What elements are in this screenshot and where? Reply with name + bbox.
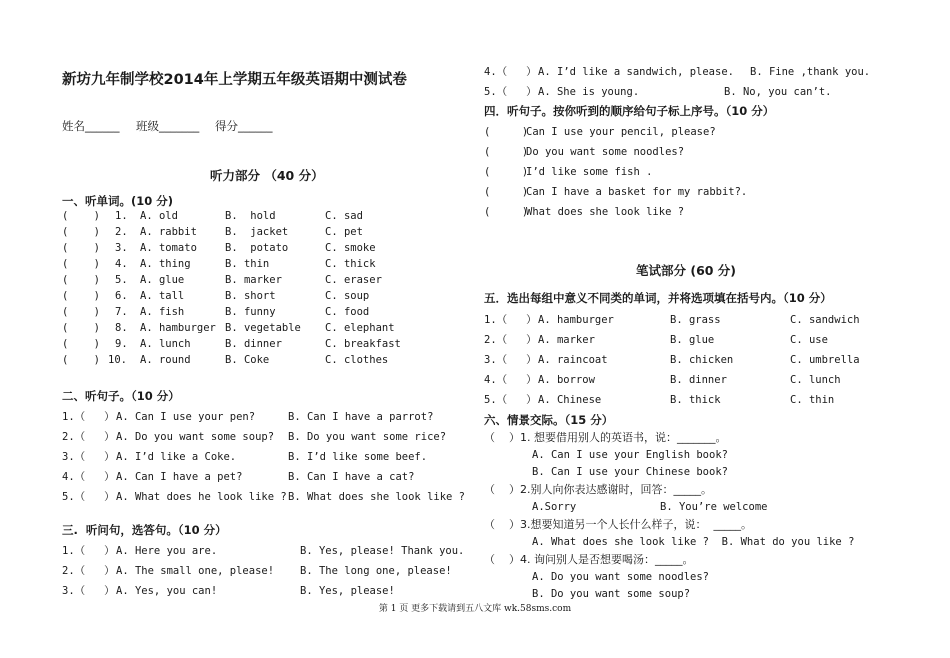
sentence: What does she look like ? bbox=[526, 206, 685, 218]
option-b: B. Coke bbox=[225, 354, 270, 366]
option-a: A. What does he look like ? bbox=[116, 491, 287, 503]
sentence: Do you want some noodles? bbox=[526, 146, 685, 158]
option-a: A. She is young. bbox=[538, 86, 640, 98]
option-a: A. Can I use your English book? bbox=[532, 449, 728, 461]
item-number: 1. bbox=[115, 210, 128, 222]
item-number: 4.（ ） bbox=[484, 374, 537, 386]
item-number: 5.（ ） bbox=[484, 86, 537, 98]
answer-paren: ( ) bbox=[484, 146, 529, 158]
score-field: 得分______ bbox=[215, 119, 273, 133]
option-a: A. thing bbox=[140, 258, 191, 270]
option-c: C. clothes bbox=[325, 354, 389, 366]
section-3-heading: 三. 听问句，选答句。（10 分） bbox=[62, 523, 227, 537]
option-a: A. The small one, please! bbox=[116, 565, 275, 577]
option-a: A. old bbox=[140, 210, 178, 222]
item-number: 7. bbox=[115, 306, 128, 318]
option-a: A. hamburger bbox=[538, 314, 614, 326]
listening-part-title: 听力部分 （40 分） bbox=[210, 168, 324, 183]
option-b: B. chicken bbox=[670, 354, 734, 366]
section-4-heading: 四．听句子。按你听到的顺序给句子标上序号。（10 分） bbox=[484, 104, 775, 118]
option-c: C. use bbox=[790, 334, 828, 346]
page-title: 新坊九年制学校2014年上学期五年级英语期中测试卷 bbox=[62, 72, 407, 88]
option-b: B. Do you want some soup? bbox=[532, 588, 691, 600]
option-a: A. Yes, you can! bbox=[116, 585, 218, 597]
option-a: A. Here you are. bbox=[116, 545, 218, 557]
option-a: A.Sorry bbox=[532, 501, 577, 513]
option-a: A. glue bbox=[140, 274, 185, 286]
name-field: 姓名______ bbox=[62, 119, 120, 133]
option-b: B. grass bbox=[670, 314, 721, 326]
section-1-heading: 一、听单词。(10 分) bbox=[62, 194, 174, 208]
option-a: A. round bbox=[140, 354, 191, 366]
option-b: B. funny bbox=[225, 306, 276, 318]
option-b: B. Can I use your Chinese book? bbox=[532, 466, 728, 478]
item-number: 3.（ ） bbox=[62, 585, 115, 597]
option-b: B. dinner bbox=[670, 374, 727, 386]
item-number: 5. bbox=[115, 274, 128, 286]
option-c: C. smoke bbox=[325, 242, 376, 254]
option-b: B. Do you want some rice? bbox=[288, 431, 447, 443]
option-c: C. pet bbox=[325, 226, 363, 238]
answer-paren: ( ) bbox=[484, 206, 529, 218]
option-a: A. marker bbox=[538, 334, 595, 346]
option-a: A. hamburger bbox=[140, 322, 216, 334]
option-c: C. thin bbox=[790, 394, 835, 406]
answer-paren: ( ) bbox=[62, 226, 100, 238]
item-number: 5.（ ） bbox=[62, 491, 115, 503]
option-c: C. thick bbox=[325, 258, 376, 270]
item-number: 2.（ ） bbox=[484, 334, 537, 346]
option-a: A. tomato bbox=[140, 242, 197, 254]
answer-paren: ( ) bbox=[62, 210, 100, 222]
item-number: 5.（ ） bbox=[484, 394, 537, 406]
option-b: B. I’d like some beef. bbox=[288, 451, 428, 463]
option-b: B. You’re welcome bbox=[660, 501, 768, 513]
section-6-heading: 六、情景交际。（15 分） bbox=[484, 413, 614, 427]
option-b: B. The long one, please! bbox=[300, 565, 452, 577]
option-b: B. Can I have a parrot? bbox=[288, 411, 434, 423]
option-a: A. Can I use your pen? bbox=[116, 411, 256, 423]
item-number: 6. bbox=[115, 290, 128, 302]
option-c: C. breakfast bbox=[325, 338, 401, 350]
item-number: 1.（ ） bbox=[484, 314, 537, 326]
option-b: B. Can I have a cat? bbox=[288, 471, 415, 483]
option-b: B. marker bbox=[225, 274, 282, 286]
option-a: A. borrow bbox=[538, 374, 595, 386]
option-c: C. sad bbox=[325, 210, 363, 222]
option-b: B. What does she look like ? bbox=[288, 491, 466, 503]
option-b: B. thick bbox=[670, 394, 721, 406]
item-number: 1.（ ） bbox=[62, 411, 115, 423]
option-b: B. Yes, please! Thank you. bbox=[300, 545, 465, 557]
option-b: B. dinner bbox=[225, 338, 282, 350]
item-number: 1.（ ） bbox=[62, 545, 115, 557]
option-b: B. vegetable bbox=[225, 322, 301, 334]
question-text: （ ）3.想要知道另一个人长什么样子，说： _____。 bbox=[484, 518, 752, 531]
option-a: A. Do you want some soup? bbox=[116, 431, 275, 443]
option-a: A. I’d like a Coke. bbox=[116, 451, 237, 463]
option-b: B. short bbox=[225, 290, 276, 302]
option-c: C. sandwich bbox=[790, 314, 860, 326]
answer-paren: ( ) bbox=[62, 338, 100, 350]
option-b: B. hold bbox=[225, 210, 276, 222]
item-number: 8. bbox=[115, 322, 128, 334]
item-number: 4. bbox=[115, 258, 128, 270]
item-number: 3. bbox=[115, 242, 128, 254]
answer-paren: ( ) bbox=[62, 306, 100, 318]
answer-paren: ( ) bbox=[62, 290, 100, 302]
answer-paren: ( ) bbox=[62, 354, 100, 366]
option-a: A. Do you want some noodles? bbox=[532, 571, 710, 583]
options: A. What does she look like ? B. What do you like ? bbox=[532, 536, 855, 548]
class-field: 班级_______ bbox=[136, 119, 200, 133]
answer-paren: ( ) bbox=[62, 274, 100, 286]
option-b: B. jacket bbox=[225, 226, 289, 238]
section-5-heading: 五．选出每组中意义不同类的单词，并将选项填在括号内。（10 分） bbox=[484, 291, 832, 305]
item-number: 4.（ ） bbox=[62, 471, 115, 483]
item-number: 3.（ ） bbox=[62, 451, 115, 463]
sentence: Can I have a basket for my rabbit?. bbox=[526, 186, 748, 198]
option-c: C. eraser bbox=[325, 274, 382, 286]
question-text: （ ）2.别人向你表达感谢时，回答：_____。 bbox=[484, 483, 712, 496]
option-b: B. thin bbox=[225, 258, 270, 270]
answer-paren: ( ) bbox=[484, 126, 529, 138]
option-a: A. fish bbox=[140, 306, 185, 318]
option-b: B. No, you can’t. bbox=[724, 86, 832, 98]
answer-paren: ( ) bbox=[484, 166, 529, 178]
option-b: B. Fine ,thank you. bbox=[750, 66, 871, 78]
answer-paren: ( ) bbox=[484, 186, 529, 198]
sentence: Can I use your pencil, please? bbox=[526, 126, 716, 138]
option-c: C. elephant bbox=[325, 322, 395, 334]
page-footer: 第 1 页 更多下载请到五八文库 wk.58sms.com bbox=[378, 604, 572, 614]
answer-paren: ( ) bbox=[62, 242, 100, 254]
question-text: （ ）4. 询问别人是否想要喝汤：_____。 bbox=[484, 553, 694, 566]
option-c: C. food bbox=[325, 306, 370, 318]
option-a: A. Chinese bbox=[538, 394, 602, 406]
item-number: 10. bbox=[108, 354, 127, 366]
option-a: A. raincoat bbox=[538, 354, 608, 366]
option-c: C. soup bbox=[325, 290, 370, 302]
option-a: A. lunch bbox=[140, 338, 191, 350]
option-a: A. tall bbox=[140, 290, 185, 302]
item-number: 2.（ ） bbox=[62, 565, 115, 577]
option-c: C. umbrella bbox=[790, 354, 860, 366]
option-b: B. potato bbox=[225, 242, 289, 254]
item-number: 2.（ ） bbox=[62, 431, 115, 443]
option-c: C. lunch bbox=[790, 374, 841, 386]
item-number: 9. bbox=[115, 338, 128, 350]
section-2-heading: 二、听句子。（10 分） bbox=[62, 389, 180, 403]
sentence: I’d like some fish . bbox=[526, 166, 653, 178]
option-a: A. rabbit bbox=[140, 226, 197, 238]
item-number: 3.（ ） bbox=[484, 354, 537, 366]
answer-paren: ( ) bbox=[62, 322, 100, 334]
option-a: A. I’d like a sandwich, please. bbox=[538, 66, 734, 78]
answer-paren: ( ) bbox=[62, 258, 100, 270]
item-number: 2. bbox=[115, 226, 128, 238]
option-a: A. Can I have a pet? bbox=[116, 471, 243, 483]
option-b: B. Yes, please! bbox=[300, 585, 395, 597]
writing-part-title: 笔试部分 (60 分) bbox=[636, 263, 737, 278]
question-text: （ ）1. 想要借用别人的英语书，说：_______。 bbox=[484, 431, 727, 444]
item-number: 4.（ ） bbox=[484, 66, 537, 78]
option-b: B. glue bbox=[670, 334, 715, 346]
